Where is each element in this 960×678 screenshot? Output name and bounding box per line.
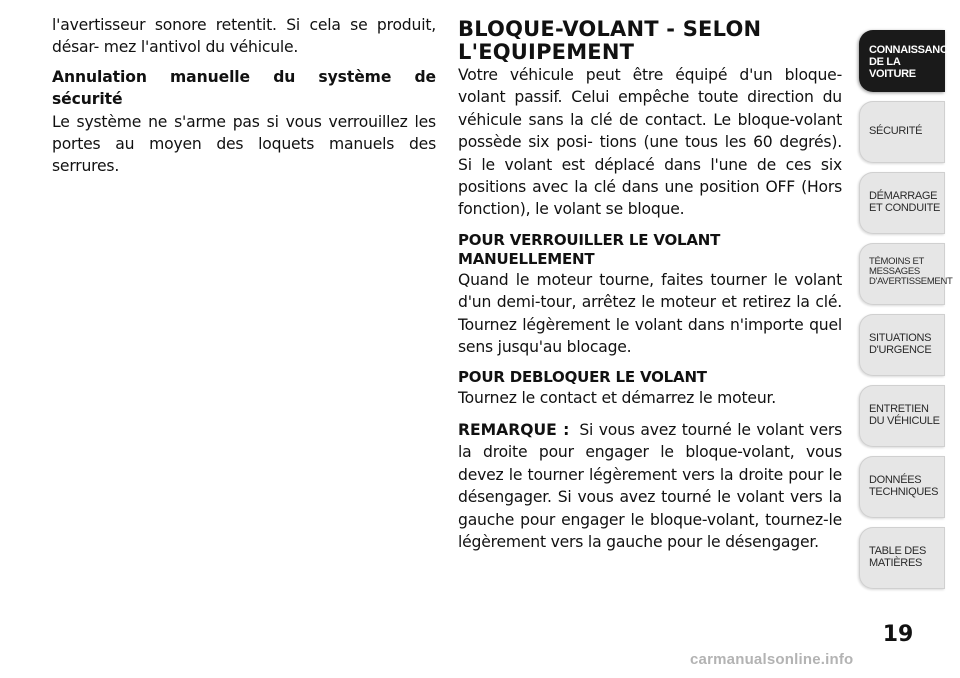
tab-label-line1: ENTRETIEN bbox=[869, 403, 929, 415]
tab-demarrage-conduite[interactable] bbox=[859, 172, 945, 234]
tab-connaissance-voiture[interactable] bbox=[859, 30, 955, 92]
note-text: Si vous avez tourné le volant vers la droite pour engager le bloque-volant, vous devez le tourner légèrement vers la droite pour le désengager. Si vous avez tourné le volant vers la gauche pour engager le bloque-volant, tournez-le légèrement vers la gauche pour le désengager. bbox=[458, 420, 842, 551]
tab-label-line2: DU VÉHICULE bbox=[869, 415, 940, 427]
section-title-line1: BLOQUE-VOLANT - SELON bbox=[458, 17, 762, 41]
watermark: carmanualsonline.info bbox=[690, 651, 854, 668]
subheading-unlock: POUR DEBLOQUER LE VOLANT bbox=[458, 368, 707, 387]
tab-label-line1: DÉMARRAGE bbox=[869, 190, 938, 202]
tab-label-line2: TECHNIQUES bbox=[869, 486, 939, 498]
tab-label-line2: MESSAGES bbox=[869, 266, 920, 277]
tab-label-line1: CONNAISSANCE bbox=[869, 44, 955, 56]
tab-label-line3: D'AVERTISSEMENT bbox=[869, 276, 953, 287]
tab-label-line1: SÉCURITÉ bbox=[869, 125, 923, 137]
right-column bbox=[458, 14, 842, 553]
tab-label-line1: TABLE DES bbox=[869, 545, 927, 557]
subheading-lock bbox=[458, 231, 842, 269]
section-title bbox=[458, 18, 842, 64]
tab-temoins-messages[interactable] bbox=[859, 243, 953, 305]
chapter-tabs bbox=[859, 30, 955, 598]
tab-table-matieres[interactable] bbox=[859, 527, 945, 589]
note-label: REMARQUE : bbox=[458, 420, 570, 439]
tab-label-line1: SITUATIONS bbox=[869, 332, 932, 344]
paragraph-alarm: l'avertisseur sonore retentit. Si cela se produit, désar- mez l'antivol du véhicule. bbox=[52, 16, 436, 57]
paragraph-unlock: Tournez le contact et démarrez le moteur. bbox=[458, 389, 777, 408]
paragraph-manual-cancel: Le système ne s'arme pas si vous verrouillez les portes au moyen des loquets manuels des serrures. bbox=[52, 112, 436, 176]
paragraph-intro: Votre véhicule peut être équipé d'un bloque-volant passif. Celui empêche toute direction du véhicule sans la clé de contact. Le bloque-volant possède six posi- tions (une tous les 60 degrés). Si le volant est déplacé dans l'une de ces six positions avec la clé dans une position OFF (Hors fonction), le volant se bloque. bbox=[458, 66, 842, 219]
note-paragraph bbox=[458, 419, 842, 553]
left-column bbox=[52, 14, 436, 178]
tab-donnees-techniques[interactable] bbox=[859, 456, 945, 518]
tab-securite[interactable] bbox=[859, 101, 945, 163]
subheading-lock-line1: POUR VERROUILLER LE VOLANT bbox=[458, 230, 721, 249]
tab-label-line2: MATIÈRES bbox=[869, 557, 923, 569]
tab-label-line2: DE LA VOITURE bbox=[869, 56, 916, 80]
tab-situations-urgence[interactable] bbox=[859, 314, 945, 376]
section-heading-manual-cancel: Annulation manuelle du système de sécurité bbox=[52, 67, 436, 109]
tab-entretien-vehicule[interactable] bbox=[859, 385, 945, 447]
tab-label-line2: ET CONDUITE bbox=[869, 202, 941, 214]
subheading-lock-line2: MANUELLEMENT bbox=[458, 249, 595, 268]
paragraph-lock: Quand le moteur tourne, faites tourner le volant d'un demi-tour, arrêtez le moteur et retirez la clé. Tournez légèrement le volant dans n'importe quel sens jusqu'au blocage. bbox=[458, 270, 842, 357]
tab-label-line2: D'URGENCE bbox=[869, 344, 932, 356]
tab-label-line1: DONNÉES bbox=[869, 474, 922, 486]
page-number: 19 bbox=[882, 622, 914, 647]
tab-label-line1: TÉMOINS ET bbox=[869, 256, 925, 267]
manual-cancel-section bbox=[52, 66, 436, 178]
section-title-line2: L'EQUIPEMENT bbox=[458, 40, 635, 64]
